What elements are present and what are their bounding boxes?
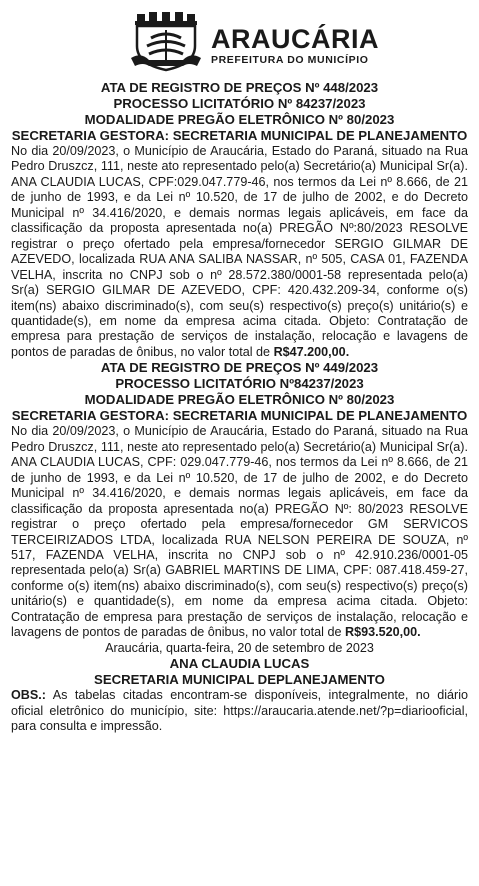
modalidade-line: MODALIDADE PREGÃO ELETRÔNICO Nº 80/2023 (84, 112, 395, 127)
signer-name: ANA CLAUDIA LUCAS (169, 656, 310, 672)
municipal-seal-icon (129, 12, 203, 72)
ata-body-text: No dia 20/09/2023, o Município de Araucária, Estado do Paraná, situado na Rua Pedro Druszcz, 111, neste ato representado pelo(a) Secretário(a) Municipal Sr(a). ANA CLAUDIA LUCAS, CPF:029.047.779-46, nos termos da Lei nº 8.666, de 21 de junho de 1993, e da Lei nº 10.520, de 17 de julho de 2002, e do Decreto Municipal nº 34.416/2020, e demais normas legais aplicáveis, em face da classificação da proposta apresentada no(a) PREGÃO Nº:80/2023 RESOLVE registrar o preço ofertado pela empresa/fornecedor SERGIO GILMAR DE AZEVEDO, localizada RUA ANA SALIBA NASSAR, nº 505, CASA 01, FAZENDA VELHA, inscrita no CNPJ sob o nº 28.572.380/0001-58 representada pelo(a) Sr(a) SERGIO GILMAR DE AZEVEDO, CPF: 420.432.209-34, conforme o(s) item(ns) abaixo discriminado(s), com seu(s) respectivo(s) preço(s) unitário(s) e quantidade(s), em nome da empresa acima citada. Objeto: Contratação de empresa para prestação de serviços de instalação, relocação e lavagens de pontos de paradas de ônibus, no valor total de (11, 144, 468, 359)
signer-role: SECRETARIA MUNICIPAL DEPLANEJAMENTO (94, 672, 385, 688)
ata-body (11, 424, 468, 640)
brand-name: ARAUCÁRIA (211, 24, 379, 54)
place-date: Araucária, quarta-feira, 20 de setembro de 2023 (105, 640, 374, 655)
ata-body (11, 144, 468, 360)
modalidade-line: MODALIDADE PREGÃO ELETRÔNICO Nº 80/2023 (84, 392, 395, 408)
obs-text: As tabelas citadas encontram-se disponíveis, integralmente, no diário oficial eletrônico do município, site: https://araucaria.atende.net/?p=diariooficial, para consulta e impressão. (11, 688, 468, 734)
ata-valor: R$93.520,00. (344, 625, 421, 640)
ata-449 (11, 360, 468, 640)
processo-line: PROCESSO LICITATÓRIO Nº 84237/2023 (113, 96, 366, 111)
ata-valor: R$47.200,00. (273, 344, 350, 359)
obs-label: OBS.: (11, 688, 46, 703)
ata-body-text: No dia 20/09/2023, o Município de Araucária, Estado do Paraná, situado na Rua Pedro Druszcz, 111, neste ato representado pelo(a) Secretário(a) Municipal Sr(a). ANA CLAUDIA LUCAS, CPF: 029.047.779-46, nos termos da Lei nº 8.666, de 21 de junho de 1993, e da Lei nº 10.520, de 17 de julho de 2002, e do Decreto Municipal nº 34.416/2020, e demais normas legais aplicáveis, em face da classificação da proposta apresentada no(a) PREGÃO Nº: 80/2023 RESOLVE registrar o preço ofertado pela empresa/fornecedor GM SERVICOS TERCEIRIZADOS LTDA, localizada RUA NELSON PEREIRA DE SOUZA, nº 517, FAZENDA VELHA, inscrita no CNPJ sob o nº 42.910.236/0001-05 representada pelo(a) Sr(a) GABRIEL MARTINS DE LIMA, CPF: 087.418.459-27, conforme o(s) item(ns) abaixo discriminado(s), com seu(s) respectivo(s) preço(s) unitário(s) e quantidade(s), em nome da empresa acima citada. Objeto: Contratação de empresa para prestação de serviços de instalação, relocação e lavagens de pontos de paradas de ônibus, no valor total de (11, 424, 468, 640)
ata-448 (11, 80, 468, 360)
header (11, 0, 468, 80)
brand-block (211, 26, 379, 66)
secretaria-line: SECRETARIA GESTORA: SECRETARIA MUNICIPAL DE PLANEJAMENTO (11, 128, 468, 143)
brand-subtitle: PREFEITURA DO MUNICÍPIO (211, 54, 369, 66)
ata-title: ATA DE REGISTRO DE PREÇOS Nº 449/2023 (100, 360, 379, 376)
signature-block (11, 641, 468, 688)
processo-line: PROCESSO LICITATÓRIO Nº84237/2023 (115, 376, 364, 392)
ata-title: ATA DE REGISTRO DE PREÇOS Nº 448/2023 (100, 80, 379, 95)
secretaria-line: SECRETARIA GESTORA: SECRETARIA MUNICIPAL DE PLANEJAMENTO (11, 408, 468, 424)
obs-note (11, 688, 468, 734)
